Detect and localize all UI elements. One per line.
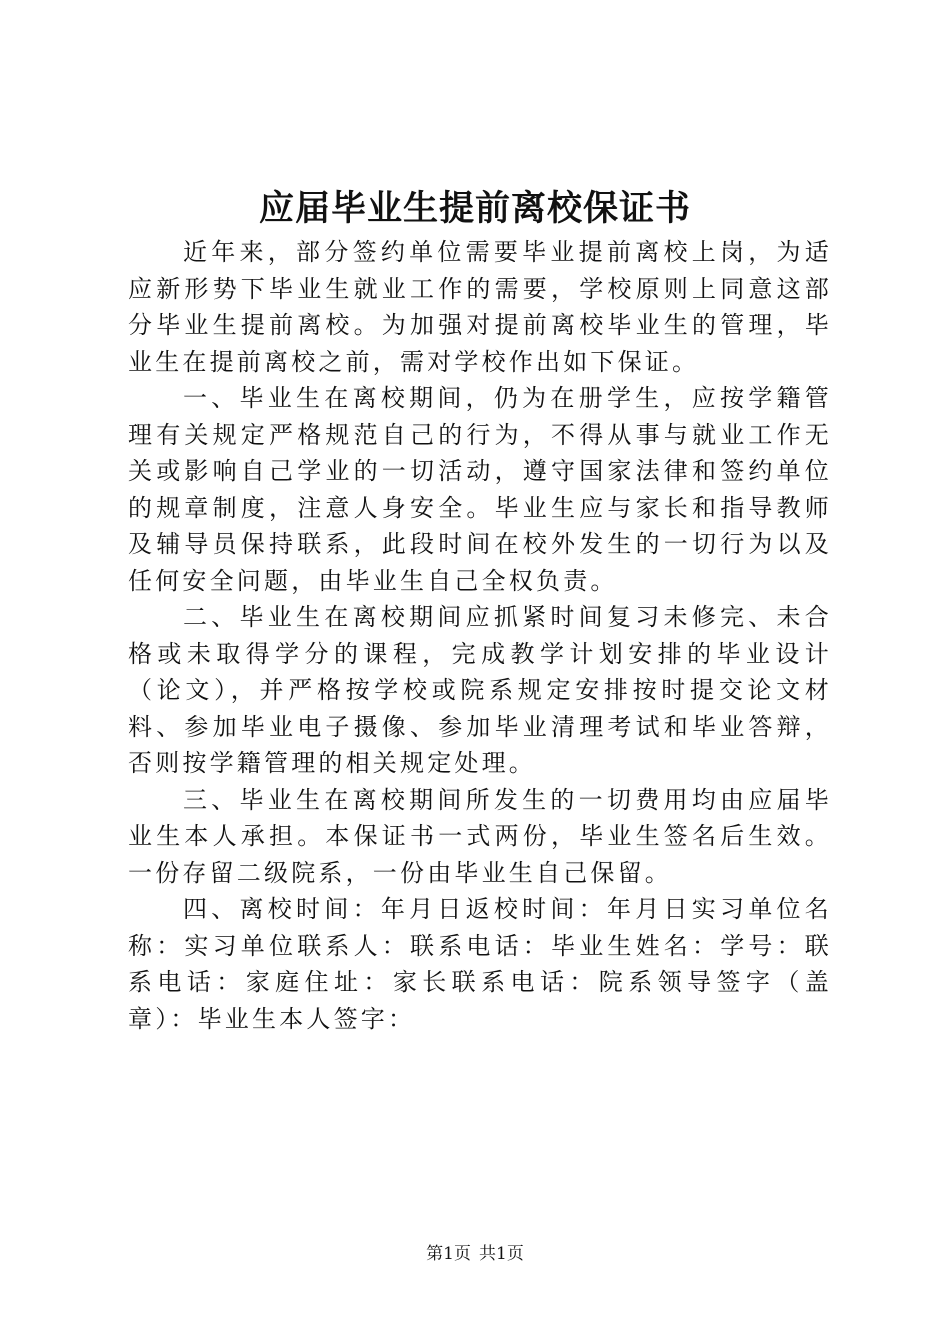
page-total: 共1页 bbox=[479, 1244, 524, 1264]
page-footer bbox=[0, 1242, 950, 1266]
clause-one-paragraph: 一、毕业生在离校期间，仍为在册学生，应按学籍管理有关规定严格规范自己的行为，不得从事与就业工作无关或影响自己学业的一切活动，遵守国家法律和签约单位的规章制度，注意人身安全。毕业生应与家长和指导教师及辅导员保持联系，此段时间在校外发生的一切行为以及任何安全问题，由毕业生自己全权负责。 bbox=[128, 384, 832, 595]
clause-four-paragraph: 四、离校时间：年月日返校时间：年月日实习单位名称：实习单位联系人：联系电话：毕业生姓名：学号：联系电话：家庭住址：家长联系电话：院系领导签字（盖章）：毕业生本人签字： bbox=[128, 895, 832, 1033]
intro-paragraph: 近年来，部分签约单位需要毕业提前离校上岗，为适应新形势下毕业生就业工作的需要，学校原则上同意这部分毕业生提前离校。为加强对提前离校毕业生的管理，毕业生在提前离校之前，需对学校作出如下保证。 bbox=[128, 238, 832, 376]
document-title: 应届毕业生提前离校保证书 bbox=[258, 188, 691, 229]
clause-three-paragraph: 三、毕业生在离校期间所发生的一切费用均由应届毕业生本人承担。本保证书一式两份，毕业生签名后生效。一份存留二级院系，一份由毕业生自己保留。 bbox=[128, 785, 832, 887]
document-body bbox=[128, 234, 832, 1037]
clause-two-paragraph: 二、毕业生在离校期间应抓紧时间复习未修完、未合格或未取得学分的课程，完成教学计划安排的毕业设计（论文），并严格按学校或院系规定安排按时提交论文材料、参加毕业电子摄像、参加毕业清理考试和毕业答辩，否则按学籍管理的相关规定处理。 bbox=[128, 603, 832, 777]
page-number: 第1页 bbox=[426, 1244, 471, 1264]
